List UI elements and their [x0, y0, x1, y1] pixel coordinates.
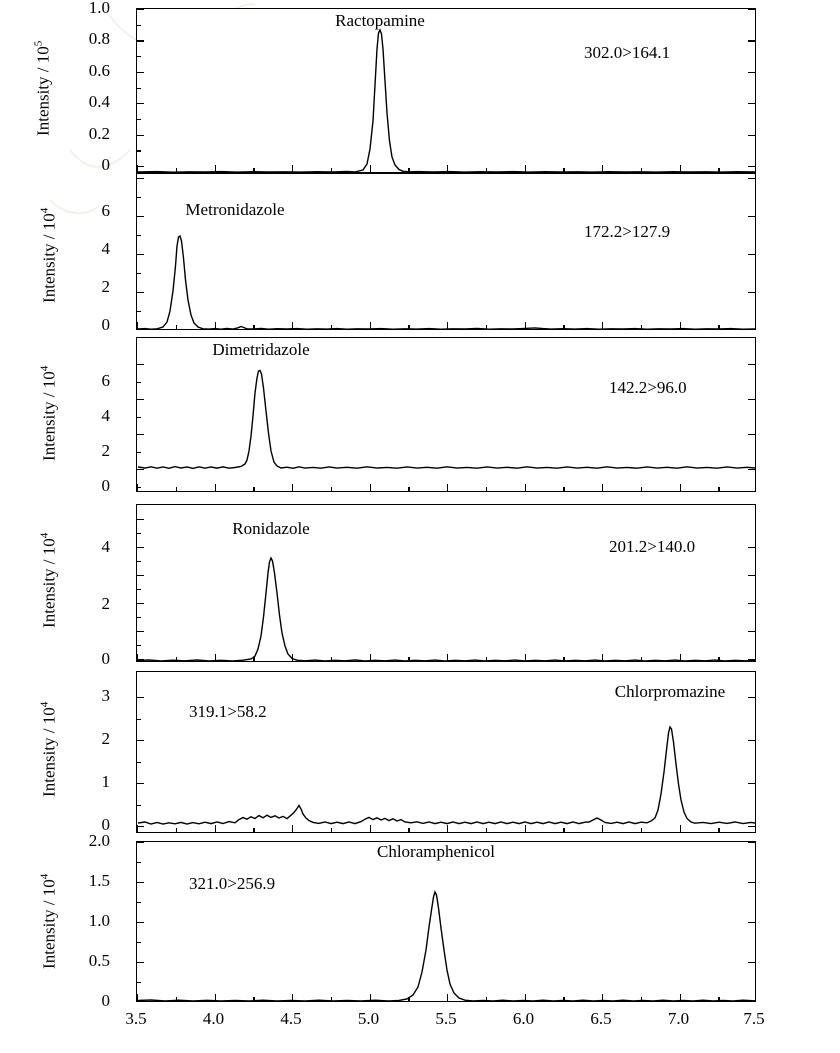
y-ticklabels-2: 6 4 2 0	[101, 201, 110, 334]
panel-metronidazole	[0, 173, 840, 338]
y-ticklabels-1: 1.0 0.8 0.6 0.4 0.2 0	[88, 0, 110, 174]
y-axis-label-3: Intensity / $10^4$	[38, 365, 59, 461]
plot-area-3	[136, 337, 756, 492]
transition-label-1: 302.0>164.1	[584, 43, 671, 62]
y-axis-label-6: Intensity / $10^4$	[38, 873, 59, 969]
transition-label-4: 201.2>140.0	[609, 537, 696, 556]
transition-label-6: 321.0>256.9	[189, 874, 276, 893]
panel-dimetridazole	[0, 329, 840, 495]
peak-label-chloramphenicol: Chloramphenicol	[376, 842, 496, 861]
peak-label-chlorpromazine: Chlorpromazine	[614, 682, 726, 701]
transition-label-5: 319.1>58.2	[189, 702, 267, 721]
plot-area-1	[136, 8, 756, 173]
y-ticklabels-3: 6 4 2 0	[101, 371, 110, 495]
y-axis-label-5: Intensity / $10^4$	[38, 701, 59, 797]
panel-ronidazole	[0, 496, 840, 668]
transition-label-2: 172.2>127.9	[584, 222, 671, 241]
panel-ractopamine	[0, 0, 840, 175]
peak-label-metronidazole: Metronidazole	[185, 200, 285, 219]
peak-label-ronidazole: Ronidazole	[232, 519, 310, 538]
y-ticklabels-5: 3 2 1 0	[101, 686, 110, 834]
trace-ronidazole	[137, 505, 756, 662]
peak-label-dimetridazole: Dimetridazole	[212, 340, 310, 359]
transition-label-3: 142.2>96.0	[609, 378, 687, 397]
y-axis-label-1: Intensity / $10^5$	[32, 40, 53, 136]
trace-dimetridazole	[137, 338, 756, 492]
x-axis-ticklabels: 3.5 4.0 4.5 5.0 5.5 6.0 6.5 7.0 7.5	[125, 1009, 765, 1028]
y-ticklabels-4: 4 2 0	[101, 537, 110, 668]
plot-area-6	[136, 841, 756, 1002]
plot-area-5	[136, 671, 756, 833]
y-ticklabels-6: 2.0 1.5 1.0 0.5 0	[88, 831, 110, 1010]
plot-area-4	[136, 504, 756, 662]
peak-label-ractopamine: Ractopamine	[335, 11, 425, 30]
trace-ractopamine	[137, 9, 756, 173]
y-axis-label-4: Intensity / $10^4$	[38, 532, 59, 628]
panel-chlorpromazine	[0, 663, 840, 833]
plot-area-2	[136, 173, 756, 330]
trace-chloramphenicol	[137, 842, 756, 1002]
panel-chloramphenicol	[0, 833, 840, 1053]
y-axis-label-2: Intensity / $10^4$	[38, 207, 59, 303]
trace-metronidazole	[137, 174, 756, 330]
